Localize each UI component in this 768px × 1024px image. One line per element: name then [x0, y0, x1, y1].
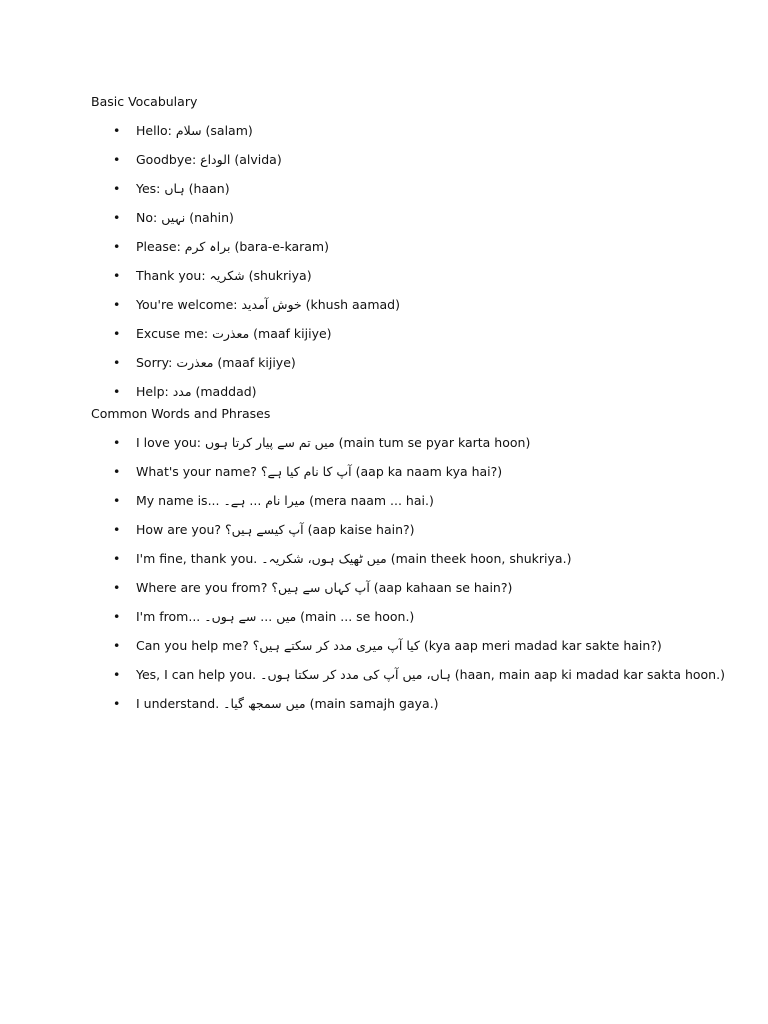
vocab-entry: Please: براہ کرم (bara-e-karam)	[136, 239, 329, 254]
phrase-entry: I love you: میں تم سے پیار کرتا ہوں (main tum se pyar karta hoon)	[136, 435, 531, 450]
list-item	[91, 596, 731, 625]
document-content	[91, 90, 731, 712]
list-item	[91, 139, 731, 168]
list-item	[91, 110, 731, 139]
bullet-icon: •	[113, 522, 121, 537]
bullet-icon: •	[113, 609, 121, 624]
list-item	[91, 538, 731, 567]
section-heading-basic-vocabulary: Basic Vocabulary	[91, 94, 198, 109]
basic-vocabulary-list	[91, 110, 731, 400]
phrase-entry: I'm fine, thank you. میں ٹھیک ہوں، شکریہ۔ (main theek hoon, shukriya.)	[136, 551, 572, 566]
vocab-entry: No: نہیں (nahin)	[136, 210, 234, 225]
list-item	[91, 451, 731, 480]
list-item	[91, 313, 731, 342]
vocab-entry: Hello: سلام (salam)	[136, 123, 253, 138]
list-item	[91, 168, 731, 197]
list-item	[91, 371, 731, 400]
phrase-entry: I'm from... میں ... سے ہوں۔ (main ... se hoon.)	[136, 609, 415, 624]
list-item	[91, 654, 731, 683]
bullet-icon: •	[113, 297, 121, 312]
bullet-icon: •	[113, 181, 121, 196]
vocab-entry: Thank you: شکریہ (shukriya)	[136, 268, 312, 283]
bullet-icon: •	[113, 551, 121, 566]
list-item	[91, 567, 731, 596]
list-item	[91, 284, 731, 313]
bullet-icon: •	[113, 355, 121, 370]
vocab-entry: Sorry: معذرت (maaf kijiye)	[136, 355, 296, 370]
bullet-icon: •	[113, 435, 121, 450]
vocab-entry: Excuse me: معذرت (maaf kijiye)	[136, 326, 332, 341]
common-phrases-list	[91, 422, 731, 712]
list-item	[91, 683, 731, 712]
bullet-icon: •	[113, 152, 121, 167]
list-item	[91, 197, 731, 226]
vocab-entry: You're welcome: خوش آمدید (khush aamad)	[136, 297, 400, 312]
list-item	[91, 255, 731, 284]
list-item	[91, 625, 731, 654]
phrase-entry: Where are you from? آپ کہاں سے ہیں؟ (aap kahaan se hain?)	[136, 580, 513, 595]
bullet-icon: •	[113, 464, 121, 479]
bullet-icon: •	[113, 638, 121, 653]
bullet-icon: •	[113, 210, 121, 225]
bullet-icon: •	[113, 326, 121, 341]
bullet-icon: •	[113, 239, 121, 254]
phrase-entry: How are you? آپ کیسے ہیں؟ (aap kaise hain?)	[136, 522, 415, 537]
bullet-icon: •	[113, 123, 121, 138]
bullet-icon: •	[113, 384, 121, 399]
section-heading-common-phrases: Common Words and Phrases	[91, 406, 271, 421]
phrase-entry: What's your name? آپ کا نام کیا ہے؟ (aap ka naam kya hai?)	[136, 464, 503, 479]
list-item	[91, 226, 731, 255]
phrase-entry: Yes, I can help you. ہاں، میں آپ کی مدد کر سکتا ہوں۔ (haan, main aap ki madad kar sakta hoon.)	[136, 667, 725, 682]
bullet-icon: •	[113, 667, 121, 682]
bullet-icon: •	[113, 493, 121, 508]
phrase-entry: My name is... میرا نام ... ہے۔ (mera naam ... hai.)	[136, 493, 434, 508]
list-item	[91, 422, 731, 451]
list-item	[91, 509, 731, 538]
phrase-entry: I understand. میں سمجھ گیا۔ (main samajh gaya.)	[136, 696, 439, 711]
list-item	[91, 342, 731, 371]
bullet-icon: •	[113, 696, 121, 711]
bullet-icon: •	[113, 268, 121, 283]
vocab-entry: Goodbye: الوداع (alvida)	[136, 152, 282, 167]
vocab-entry: Yes: ہاں (haan)	[136, 181, 230, 196]
phrase-entry: Can you help me? کیا آپ میری مدد کر سکتے ہیں؟ (kya aap meri madad kar sakte hain?)	[136, 638, 662, 653]
list-item	[91, 480, 731, 509]
vocab-entry: Help: مدد (maddad)	[136, 384, 257, 399]
bullet-icon: •	[113, 580, 121, 595]
